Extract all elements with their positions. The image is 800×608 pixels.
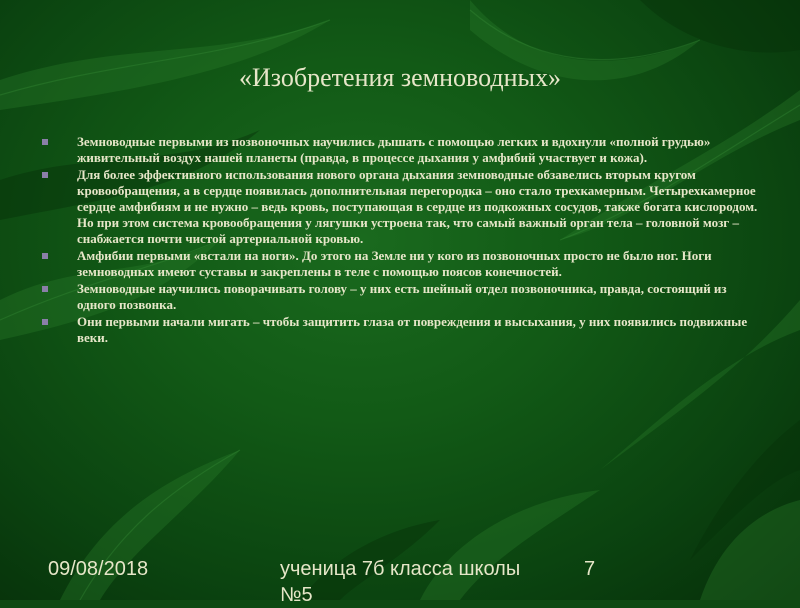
bullet-text: Земноводные первыми из позвоночных научились дышать с помощью легких и вдохнули «полной грудью» живительный воздух нашей планеты (правда, в процессе дыхания у амфибий участвует и кожа). xyxy=(77,134,711,165)
bullet-square-icon xyxy=(42,253,48,259)
bullet-item xyxy=(40,167,765,247)
bullet-item xyxy=(40,314,765,346)
slide-title: «Изобретения земноводных» xyxy=(239,63,561,92)
bullet-text: Земноводные научились поворачивать голову – у них есть шейный отдел позвоночника, правда, состоящий из одного позвонка. xyxy=(77,281,727,312)
bullet-text: Для более эффективного использования нового органа дыхания земноводные обзавелись вторым кругом кровообращения, а в сердце появилась дополнительная перегородка – оно стало трехкамерным. Четырехкамерное сердце амфибиям и не нужно – ведь кровь, поступающая в сердце из подкожных сосудов, также богата кислородом. Но при этом система кровообращения у лягушки устроена так, что самый важный орган тела – головной мозг – снабжается почти чистой артериальной кровью. xyxy=(77,167,758,246)
bullet-square-icon xyxy=(42,172,48,178)
bullet-item xyxy=(40,281,765,313)
bullet-text: Они первыми начали мигать – чтобы защитить глаза от повреждения и высыхания, у них появились подвижные веки. xyxy=(77,314,748,345)
bullet-item xyxy=(40,134,765,166)
footer-author: ученица 7б класса школы №5 xyxy=(280,558,521,606)
bullet-text: Амфибии первыми «встали на ноги». До этого на Земле ни у кого из позвоночных просто не было ног. Ноги земноводных имеют суставы и закреплены в теле с помощью поясов конечностей. xyxy=(77,248,712,279)
bullet-square-icon xyxy=(42,286,48,292)
slide-number: 7 xyxy=(584,558,596,580)
bullet-list xyxy=(40,134,765,347)
footer-date: 09/08/2018 xyxy=(48,558,149,580)
bullet-square-icon xyxy=(42,139,48,145)
bullet-item xyxy=(40,248,765,280)
bullet-square-icon xyxy=(42,319,48,325)
